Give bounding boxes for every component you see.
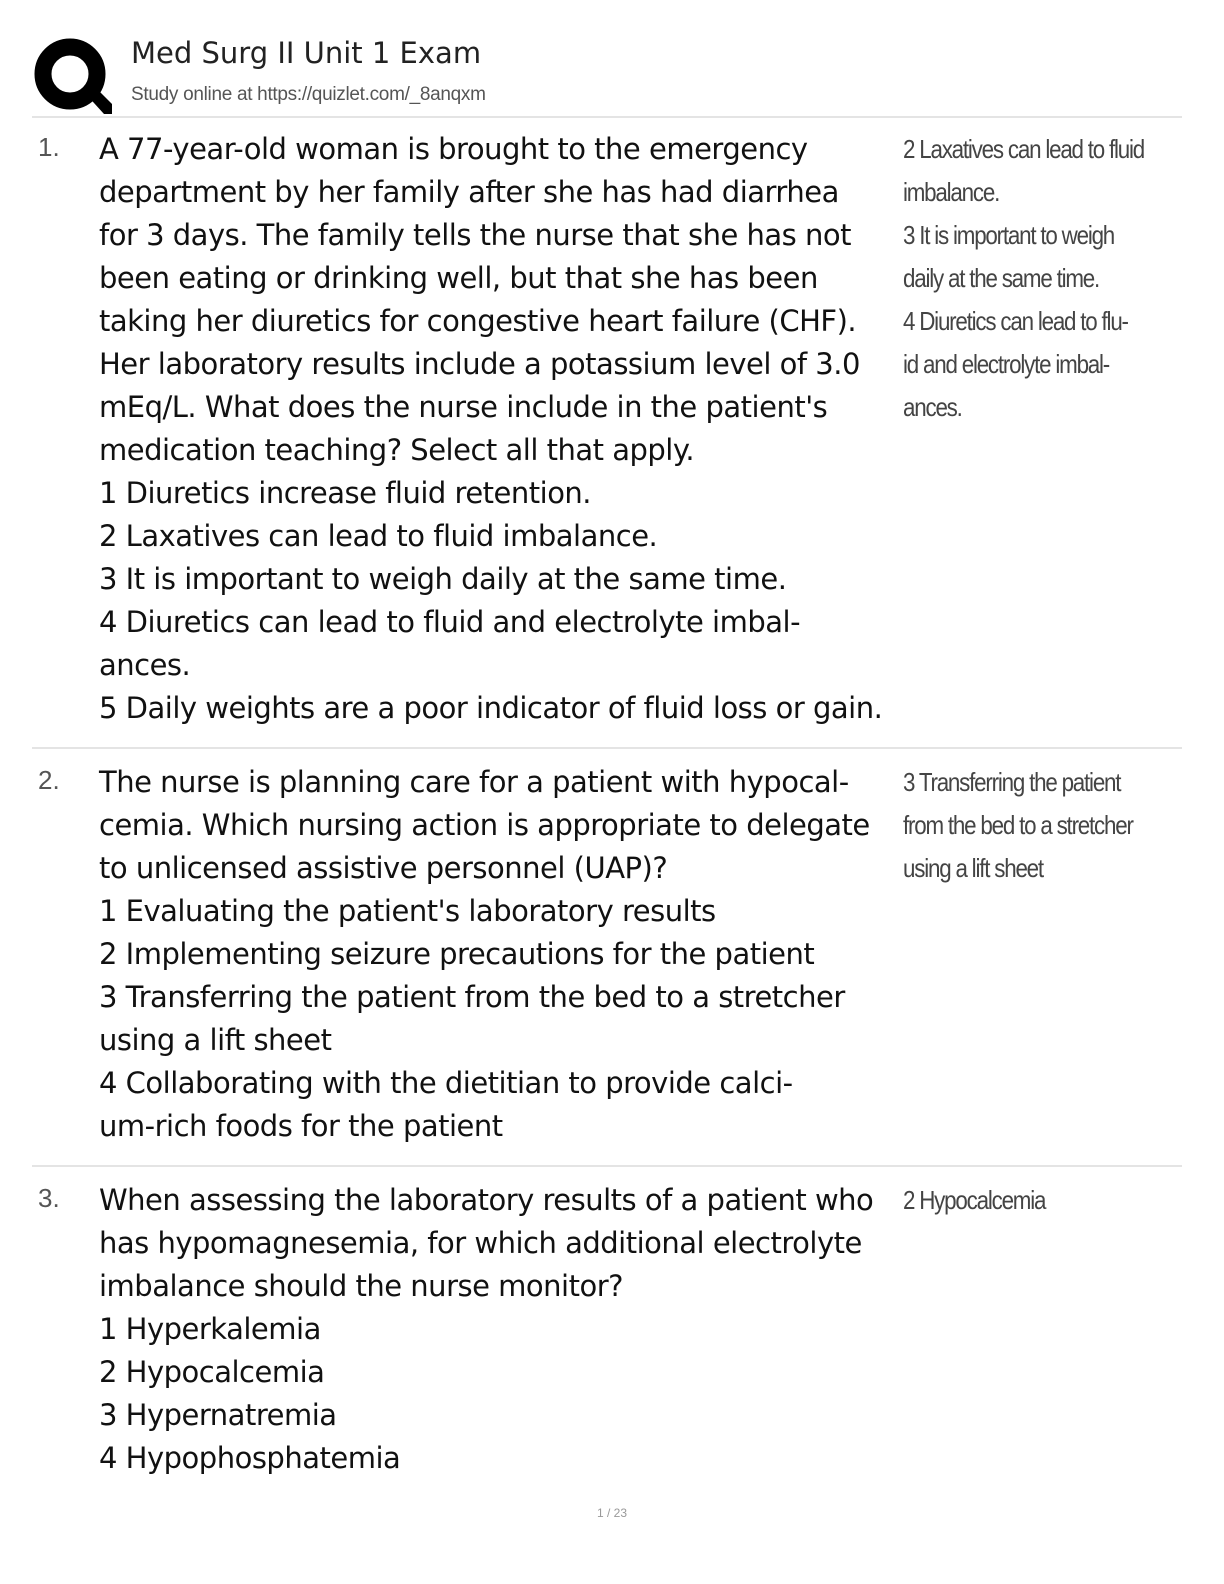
question-line: has hypomagnesemia, for which additional electrolyte [99, 1226, 862, 1260]
question-text [99, 128, 899, 730]
answer-line: 3 It is important to weigh [903, 220, 1115, 250]
answer-option: 2 Laxatives can lead to fluid imbalance. [99, 519, 658, 553]
document-header [32, 34, 1182, 116]
answer-line: daily at the same time. [903, 263, 1100, 293]
question-line: for 3 days. The family tells the nurse that she has not [99, 218, 851, 252]
answer-option: 4 Collaborating with the dietitian to provide calci- [99, 1066, 793, 1100]
answer-text [903, 1179, 1148, 1222]
study-online-link[interactable]: Study online at https://quizlet.com/_8anqxm [131, 84, 486, 105]
answer-text [903, 128, 1148, 429]
answer-option: 2 Hypocalcemia [99, 1355, 325, 1389]
quizlet-logo-icon [32, 36, 112, 116]
page-number: 1 / 23 [596, 1506, 628, 1520]
question-number: 3. [38, 1183, 60, 1213]
question-line: been eating or drinking well, but that she has been [99, 261, 818, 295]
answer-option: um-rich foods for the patient [99, 1109, 503, 1143]
answer-option: 3 Transferring the patient from the bed to a stretcher [99, 980, 845, 1014]
answer-option: 4 Diuretics can lead to fluid and electrolyte imbal- [99, 605, 801, 639]
answer-line: ances. [903, 392, 962, 422]
answer-option: 3 Hypernatremia [99, 1398, 337, 1432]
question-line: department by her family after she has had diarrhea [99, 175, 839, 209]
question-text [99, 761, 899, 1148]
question-line: imbalance should the nurse monitor? [99, 1269, 624, 1303]
question-line: medication teaching? Select all that apply. [99, 433, 695, 467]
divider [32, 1165, 1182, 1167]
answer-line: 3 Transferring the patient [903, 767, 1121, 797]
answer-line: using a lift sheet [903, 853, 1043, 883]
divider [32, 747, 1182, 749]
answer-option: 3 It is important to weigh daily at the same time. [99, 562, 787, 596]
answer-option: 4 Hypophosphatemia [99, 1441, 401, 1475]
answer-option: 1 Evaluating the patient's laboratory results [99, 894, 716, 928]
question-line: to unlicensed assistive personnel (UAP)? [99, 851, 668, 885]
document-title: Med Surg II Unit 1 Exam [131, 36, 482, 70]
question-line: A 77-year-old woman is brought to the emergency [99, 132, 808, 166]
answer-line: id and electrolyte imbal- [903, 349, 1110, 379]
question-number: 1. [38, 132, 60, 162]
question-line: mEq/L. What does the nurse include in the patient's [99, 390, 828, 424]
answer-option: 2 Implementing seizure precautions for the patient [99, 937, 815, 971]
answer-option: using a lift sheet [99, 1023, 332, 1057]
answer-option: 1 Hyperkalemia [99, 1312, 321, 1346]
question-text [99, 1179, 899, 1480]
question-line: cemia. Which nursing action is appropriate to delegate [99, 808, 870, 842]
answer-line: 4 Diuretics can lead to flu- [903, 306, 1128, 336]
question-number: 2. [38, 765, 60, 795]
divider [32, 116, 1182, 118]
answer-line: imbalance. [903, 177, 1000, 207]
question-line: The nurse is planning care for a patient with hypocal- [99, 765, 849, 799]
answer-text [903, 761, 1148, 890]
answer-option: 1 Diuretics increase fluid retention. [99, 476, 592, 510]
question-line: Her laboratory results include a potassium level of 3.0 [99, 347, 860, 381]
answer-line: from the bed to a stretcher [903, 810, 1133, 840]
answer-option: 5 Daily weights are a poor indicator of fluid loss or gain. [99, 691, 883, 725]
answer-line: 2 Hypocalcemia [903, 1185, 1046, 1215]
answer-line: 2 Laxatives can lead to fluid [903, 134, 1145, 164]
question-line: taking her diuretics for congestive heart failure (CHF). [99, 304, 857, 338]
question-line: When assessing the laboratory results of a patient who [99, 1183, 874, 1217]
answer-option: ances. [99, 648, 191, 682]
